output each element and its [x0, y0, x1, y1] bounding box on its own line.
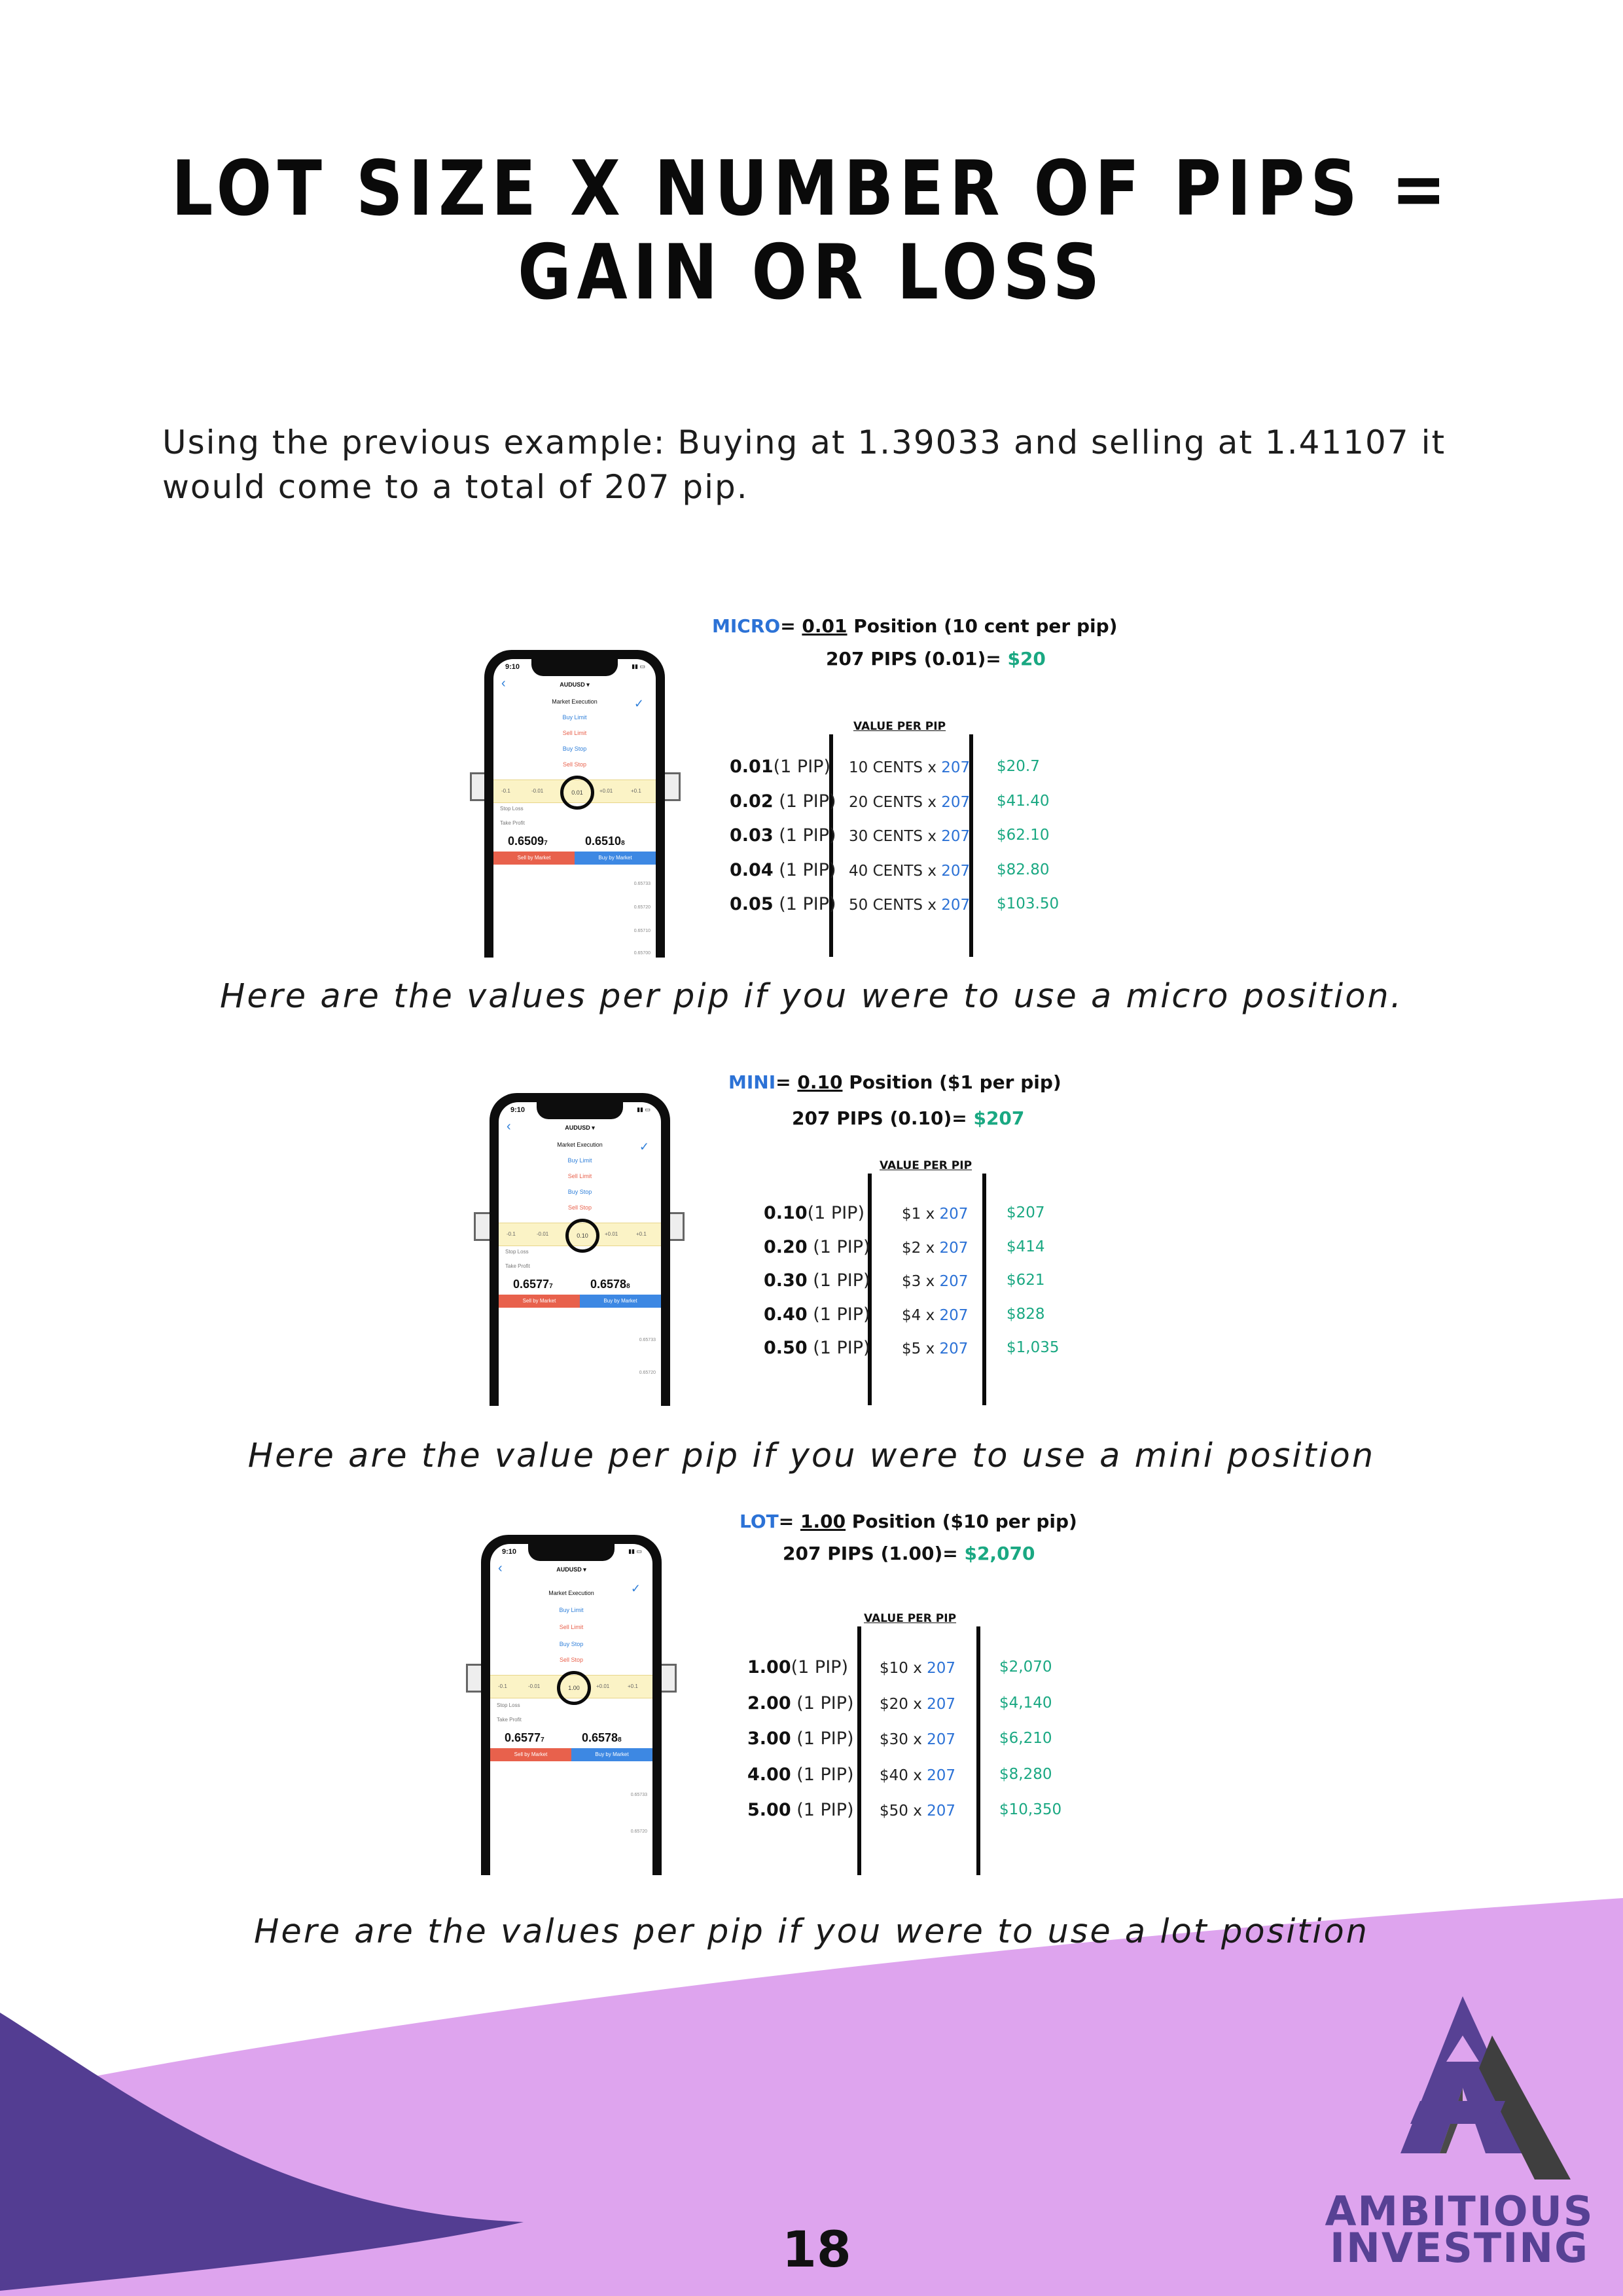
lot-size-cell: 0.03 (1 PIP) — [730, 825, 836, 846]
menu-buy-limit[interactable]: Buy Limit — [567, 1157, 592, 1164]
multiplier-cell: 50 CENTS x 207 — [849, 897, 971, 914]
take-profit-row[interactable]: Take Profit — [500, 820, 525, 826]
status-time: 9:10 — [502, 1548, 517, 1556]
lot-size-cell: 0.50 (1 PIP) — [764, 1338, 870, 1358]
value-cell: $621 — [1007, 1272, 1045, 1289]
price-tick: 0.65733 — [630, 1793, 647, 1797]
step-plus-0-1[interactable]: +0.1 — [631, 788, 641, 794]
check-icon: ✓ — [633, 697, 644, 710]
sell-by-market-button[interactable]: Sell by Market — [493, 852, 575, 865]
page-title — [114, 147, 1510, 315]
value-cell: $62.10 — [997, 827, 1050, 844]
menu-buy-stop[interactable]: Buy Stop — [567, 1189, 592, 1195]
value-cell: $4,140 — [999, 1694, 1052, 1712]
sell-price: 0.65777 — [513, 1278, 553, 1291]
price-tick: 0.65720 — [630, 1829, 647, 1834]
sell-price: 0.65777 — [505, 1731, 544, 1744]
value-cell: $82.80 — [997, 861, 1050, 878]
price-tick: 0.65733 — [639, 1338, 656, 1342]
step-minus-0-01[interactable]: -0.01 — [537, 1231, 549, 1237]
phone-notch — [537, 1102, 623, 1119]
value-cell: $1,035 — [1007, 1339, 1060, 1356]
symbol-selector[interactable]: AUDUSD ▾ — [556, 1566, 586, 1573]
stop-loss-row[interactable]: Stop Loss — [497, 1702, 520, 1708]
menu-sell-limit[interactable]: Sell Limit — [567, 1173, 592, 1179]
menu-buy-stop[interactable]: Buy Stop — [562, 745, 587, 752]
check-icon: ✓ — [630, 1582, 641, 1595]
step-minus-0-1[interactable]: -0.1 — [507, 1231, 516, 1237]
value-cell: $8,280 — [999, 1765, 1052, 1783]
micro-heading: MICRO= 0.01 Position (10 cent per pip) — [712, 615, 1118, 637]
price-tick: 0.65700 — [633, 951, 651, 956]
buy-price: 0.65788 — [590, 1278, 630, 1291]
brand-line-2: INVESTING — [1329, 2224, 1590, 2272]
lot-size-cell: 2.00 (1 PIP) — [747, 1693, 854, 1713]
buy-price: 0.65788 — [582, 1731, 622, 1744]
stop-loss-row[interactable]: Stop Loss — [500, 806, 524, 812]
phone-mockup-mini — [490, 1093, 670, 1406]
lot-size-highlight: 0.10 — [565, 1219, 599, 1253]
step-plus-0-01[interactable]: +0.01 — [605, 1231, 618, 1237]
sell-by-market-button[interactable]: Sell by Market — [490, 1748, 571, 1761]
multiplier-cell: 30 CENTS x 207 — [849, 828, 971, 845]
mini-caption: Here are the value per pip if you were to use a mini position — [247, 1437, 1376, 1475]
menu-buy-limit[interactable]: Buy Limit — [562, 714, 587, 721]
title-line-2: GAIN OR LOSS — [517, 228, 1106, 317]
multiplier-cell: $20 x 207 — [880, 1695, 956, 1713]
menu-sell-limit[interactable]: Sell Limit — [562, 730, 587, 736]
micro-caption: Here are the values per pip if you were to use a micro position. — [220, 977, 1403, 1016]
price-tick: 0.65733 — [633, 882, 651, 886]
table-divider — [857, 1626, 861, 1875]
status-time: 9:10 — [510, 1106, 526, 1114]
value-per-pip-label: VALUE PER PIP — [880, 1159, 972, 1172]
lot-size-cell: 5.00 (1 PIP) — [747, 1800, 854, 1820]
phone-notch — [528, 1544, 615, 1561]
multiplier-cell: 10 CENTS x 207 — [849, 759, 971, 776]
status-time: 9:10 — [505, 663, 520, 671]
menu-market-execution[interactable]: Market Execution — [557, 1141, 603, 1148]
multiplier-cell: $40 x 207 — [880, 1767, 956, 1784]
step-minus-0-01[interactable]: -0.01 — [528, 1683, 541, 1689]
lot-size-cell: 0.04 (1 PIP) — [730, 859, 836, 880]
multiplier-cell: $3 x 207 — [902, 1273, 969, 1290]
lot-total: 207 PIPS (1.00)= $2,070 — [783, 1543, 1035, 1564]
step-minus-0-01[interactable]: -0.01 — [531, 788, 544, 794]
lot-caption: Here are the values per pip if you were to use a lot position — [254, 1912, 1369, 1951]
multiplier-cell: $30 x 207 — [880, 1731, 956, 1748]
symbol-selector[interactable]: AUDUSD ▾ — [565, 1124, 595, 1131]
menu-buy-limit[interactable]: Buy Limit — [559, 1607, 584, 1613]
buy-price: 0.65108 — [585, 834, 625, 848]
micro-total: 207 PIPS (0.01)= $20 — [826, 648, 1046, 670]
step-minus-0-1[interactable]: -0.1 — [501, 788, 510, 794]
lot-size-cell: 0.01(1 PIP) — [730, 757, 830, 777]
sell-by-market-button[interactable]: Sell by Market — [499, 1295, 580, 1308]
lot-heading: LOT= 1.00 Position ($10 per pip) — [740, 1511, 1077, 1532]
intro-paragraph: Using the previous example: Buying at 1.39033 and selling at 1.41107 it would come to a total of 207 pip. — [162, 423, 1446, 506]
back-chevron-icon[interactable]: ‹ — [498, 1561, 503, 1575]
phone-side-handle-right — [662, 772, 681, 801]
check-icon: ✓ — [639, 1140, 649, 1153]
value-cell: $828 — [1007, 1305, 1045, 1323]
menu-market-execution[interactable]: Market Execution — [552, 698, 597, 705]
buy-by-market-button[interactable]: Buy by Market — [580, 1295, 661, 1308]
step-minus-0-1[interactable]: -0.1 — [498, 1683, 507, 1689]
phone-mockup-micro — [484, 650, 665, 958]
mini-total: 207 PIPS (0.10)= $207 — [792, 1107, 1025, 1129]
step-plus-0-1[interactable]: +0.1 — [628, 1683, 638, 1689]
step-plus-0-01[interactable]: +0.01 — [599, 788, 613, 794]
lot-size-cell: 0.30 (1 PIP) — [764, 1270, 870, 1291]
table-divider — [976, 1626, 980, 1875]
multiplier-cell: $2 x 207 — [902, 1239, 969, 1257]
multiplier-cell: 40 CENTS x 207 — [849, 862, 971, 880]
value-cell: $10,350 — [999, 1801, 1062, 1818]
value-cell: $20.7 — [997, 758, 1040, 775]
title-line-1: LOT SIZE X NUMBER OF PIPS = — [171, 145, 1452, 233]
page-number: 18 — [782, 2220, 851, 2278]
take-profit-row[interactable]: Take Profit — [497, 1717, 522, 1723]
lot-size-cell: 4.00 (1 PIP) — [747, 1764, 854, 1785]
lot-size-cell: 0.05 (1 PIP) — [730, 894, 836, 914]
battery-icon: ▮▮ ▭ — [632, 663, 645, 670]
value-cell: $2,070 — [999, 1659, 1052, 1676]
phone-screen — [490, 1544, 652, 1875]
phone-mockup-lot — [481, 1535, 662, 1875]
ambitious-investing-logo-icon — [1348, 1990, 1584, 2206]
menu-market-execution[interactable]: Market Execution — [548, 1590, 594, 1596]
price-tick: 0.65710 — [633, 929, 651, 933]
sell-price: 0.65097 — [508, 834, 548, 848]
back-chevron-icon[interactable]: ‹ — [501, 676, 506, 691]
take-profit-row[interactable]: Take Profit — [505, 1263, 530, 1269]
price-tick: 0.65720 — [639, 1371, 656, 1375]
multiplier-cell: 20 CENTS x 207 — [849, 793, 971, 811]
brand-line-1: AMBITIOUS — [1325, 2187, 1594, 2235]
lot-size-highlight: 1.00 — [557, 1671, 591, 1705]
step-plus-0-1[interactable]: +0.1 — [636, 1231, 647, 1237]
menu-buy-stop[interactable]: Buy Stop — [559, 1641, 584, 1647]
battery-icon: ▮▮ ▭ — [628, 1548, 642, 1554]
mini-heading: MINI= 0.10 Position ($1 per pip) — [728, 1071, 1061, 1093]
value-per-pip-label: VALUE PER PIP — [864, 1612, 957, 1625]
battery-icon: ▮▮ ▭ — [637, 1106, 651, 1113]
menu-sell-limit[interactable]: Sell Limit — [559, 1624, 584, 1630]
phone-notch — [531, 659, 618, 676]
buy-by-market-button[interactable]: Buy by Market — [571, 1748, 652, 1761]
stop-loss-row[interactable]: Stop Loss — [505, 1249, 529, 1255]
symbol-selector[interactable]: AUDUSD ▾ — [560, 681, 590, 688]
multiplier-cell: $4 x 207 — [902, 1306, 969, 1324]
buy-by-market-button[interactable]: Buy by Market — [575, 852, 656, 865]
value-cell: $6,210 — [999, 1730, 1052, 1747]
lot-size-cell: 0.40 (1 PIP) — [764, 1304, 870, 1325]
menu-sell-stop[interactable]: Sell Stop — [562, 761, 587, 768]
multiplier-cell: $10 x 207 — [880, 1660, 956, 1677]
lot-size-cell: 0.20 (1 PIP) — [764, 1236, 870, 1257]
multiplier-cell: $1 x 207 — [902, 1206, 969, 1223]
value-per-pip-label: VALUE PER PIP — [853, 720, 946, 733]
step-plus-0-01[interactable]: +0.01 — [596, 1683, 610, 1689]
lot-size-cell: 1.00(1 PIP) — [747, 1657, 848, 1677]
lot-size-highlight: 0.01 — [560, 776, 594, 810]
table-divider — [982, 1174, 986, 1405]
menu-sell-stop[interactable]: Sell Stop — [559, 1657, 584, 1663]
value-cell: $41.40 — [997, 792, 1050, 810]
value-cell: $414 — [1007, 1238, 1045, 1255]
value-cell: $103.50 — [997, 895, 1060, 912]
phone-screen — [499, 1102, 661, 1406]
menu-sell-stop[interactable]: Sell Stop — [567, 1204, 592, 1211]
lot-size-cell: 3.00 (1 PIP) — [747, 1729, 854, 1749]
price-tick: 0.65720 — [633, 905, 651, 910]
multiplier-cell: $50 x 207 — [880, 1803, 956, 1820]
lot-size-cell: 0.10(1 PIP) — [764, 1203, 865, 1223]
phone-screen — [493, 659, 656, 958]
value-cell: $207 — [1007, 1204, 1045, 1221]
lot-size-cell: 0.02 (1 PIP) — [730, 791, 836, 812]
back-chevron-icon[interactable]: ‹ — [507, 1119, 511, 1134]
multiplier-cell: $5 x 207 — [902, 1340, 969, 1357]
